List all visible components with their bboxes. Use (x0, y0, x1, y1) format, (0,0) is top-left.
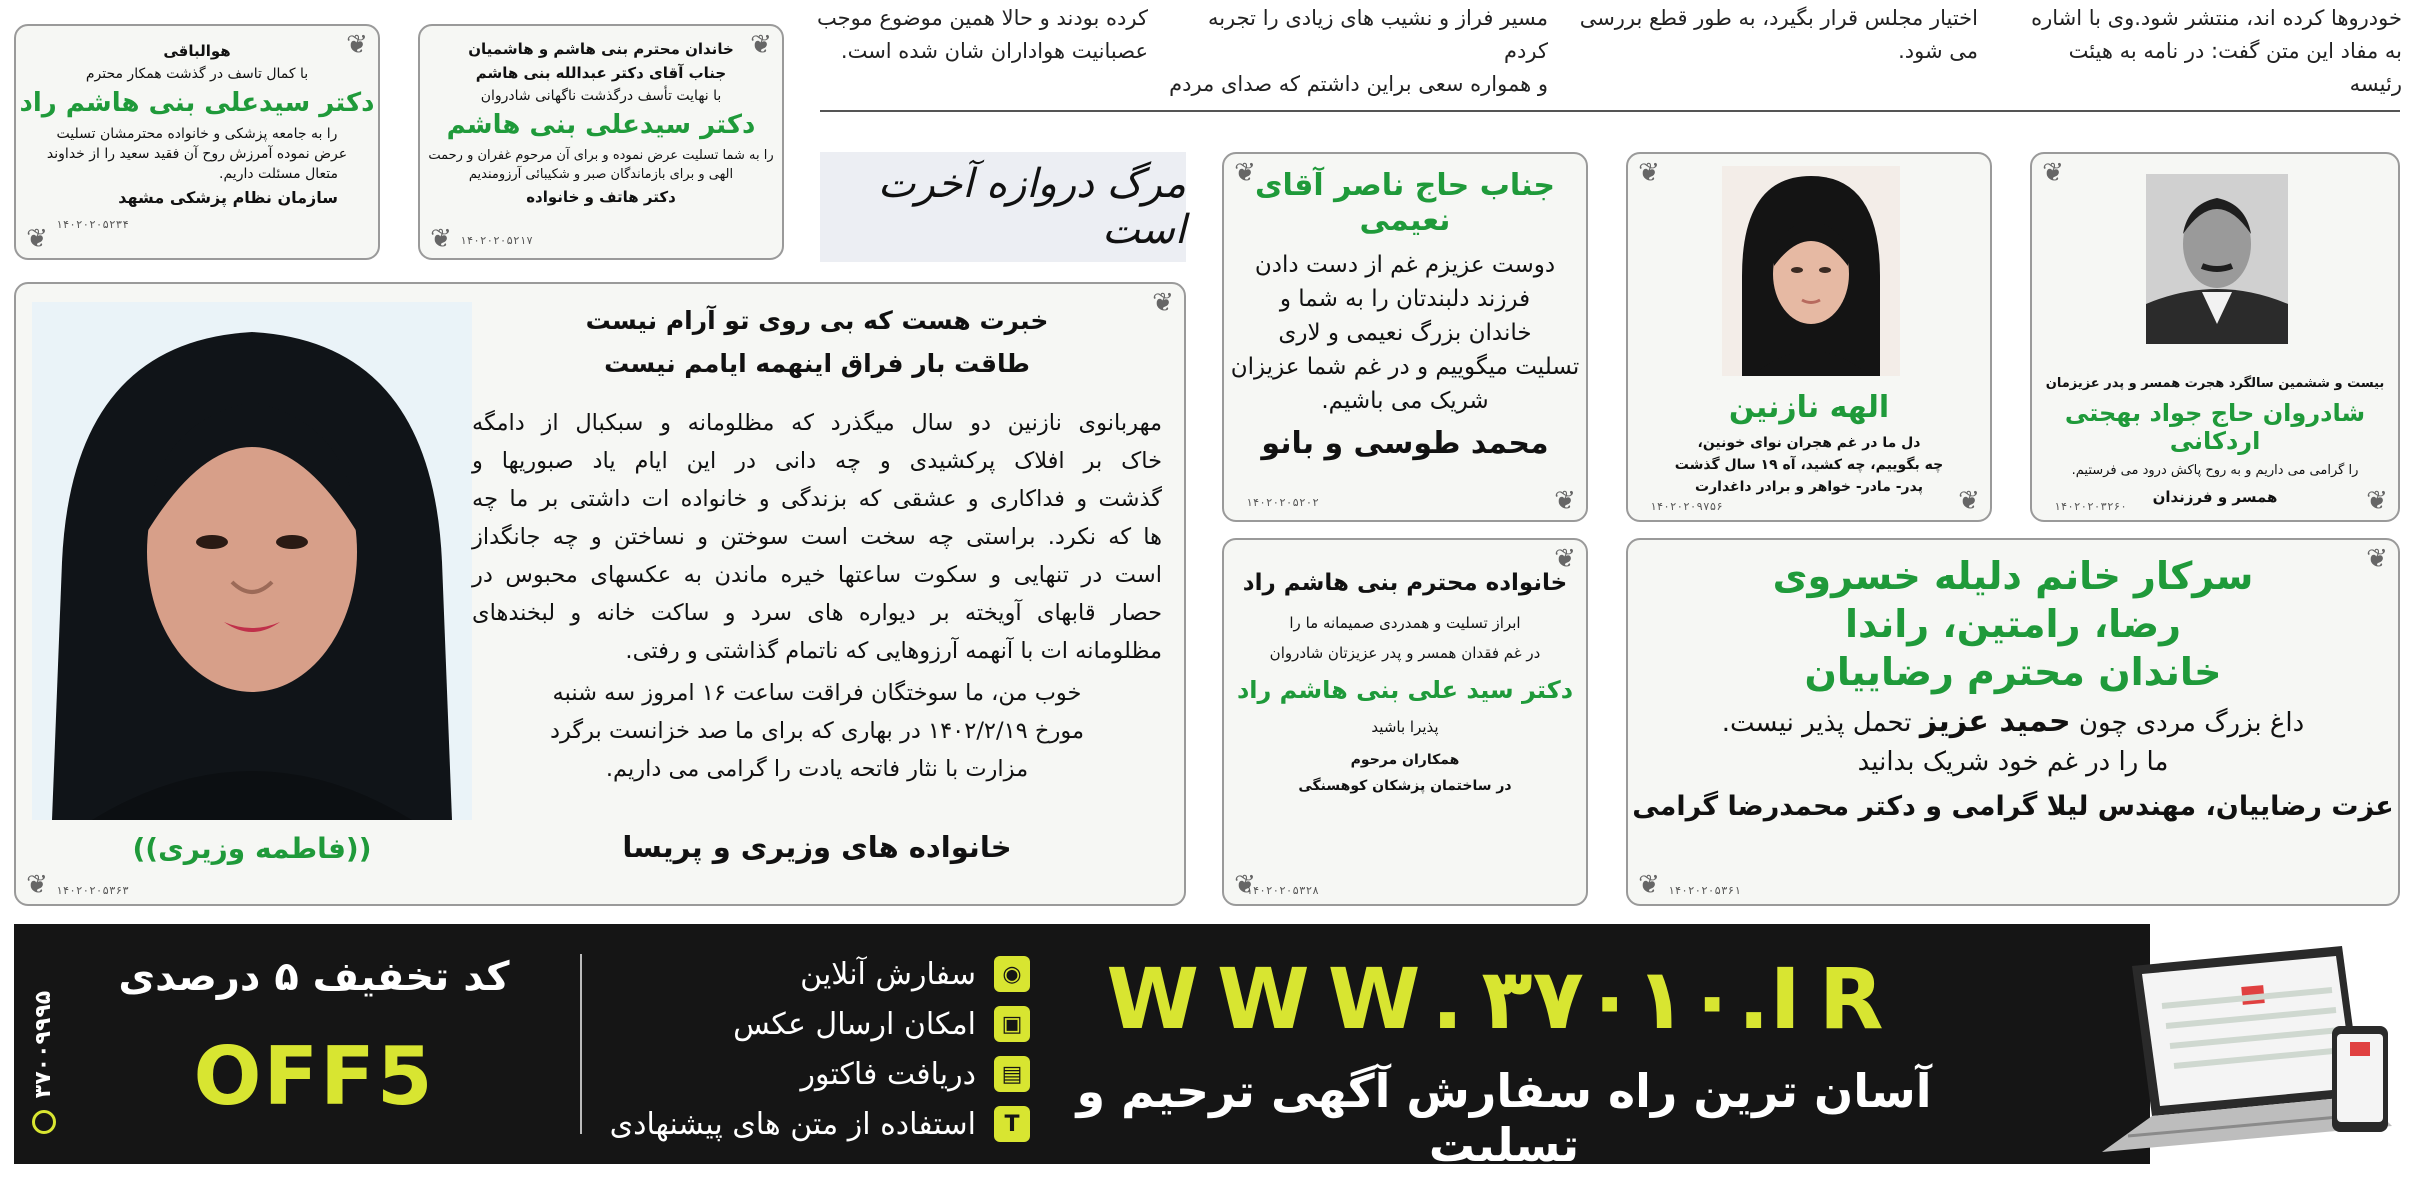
news-column-3 (1168, 2, 1548, 101)
notice-rezaeian (1626, 538, 2400, 906)
ad-code: ۱۴۰۲۰۲۰۳۲۶۰ (2054, 500, 2127, 513)
news-line: به مفاد این متن گفت: در نامه به هیئت رئیسه (2068, 39, 2402, 96)
notice-elahe (1626, 152, 1992, 522)
news-column-1 (2022, 2, 2402, 101)
notice-medical-council (14, 24, 380, 260)
notice-line: ابراز تسلیت و همدردی صمیمانه ما را (1289, 614, 1521, 632)
portrait-photo (1722, 166, 1900, 376)
headline: مرگ دروازه آخرت است (877, 161, 1186, 253)
ad-code: ۱۴۰۲۰۲۰۵۲۱۷ (460, 234, 533, 247)
column-divider (820, 110, 2400, 112)
notice-line: داغ بزرگ مردی چون (2078, 708, 2305, 738)
news-line: می شود. (1898, 39, 1978, 63)
corner-ornament-icon: ❦ (1638, 158, 1660, 188)
notice-line: مهربانوی نازنین دو سال میگذرد که مظلومانه و سبکبال از دامگه (472, 410, 1162, 436)
corner-ornament-icon: ❦ (2366, 486, 2388, 516)
notice-line: است در تنهایی و سکوت ساعتها خیره ماندن به عکسهای محبوس در (472, 562, 1162, 588)
deceased-name: دکتر سیدعلی بنی هاشم راد (19, 88, 375, 118)
notice-vaziri (14, 282, 1186, 906)
portrait-photo (2146, 174, 2288, 344)
deceased-name: دکتر سیدعلی بنی هاشم (446, 110, 756, 140)
ad-code: ۱۴۰۲۰۲۰۹۷۵۶ (1650, 500, 1723, 513)
notice-line: دل ما در غم هجران نوای خونین، (1697, 435, 1921, 451)
notice-line: عرض نموده آمرزش روح آن فقید سعید را از خداوند (46, 146, 348, 162)
poem-verse: طاقت بار فراق اینهمه ایامم نیست (604, 349, 1030, 378)
news-line: مسیر فراز و نشیب های زیادی را تجربه کردم (1207, 6, 1548, 63)
notice-bahjati (2030, 152, 2400, 522)
notice-title: سرکار خانم دلیله خسروی (1772, 554, 2254, 598)
notice-line: هوالباقی (163, 42, 231, 60)
feature-online-order (800, 952, 1030, 996)
notice-line: خوب من، ما سوختگان فراقت ساعت ۱۶ امروز سه شنبه (552, 680, 1082, 706)
website-url[interactable]: WWW.۳۷۰۱۰.IR (1106, 950, 1902, 1048)
notice-title: جناب حاج ناصر آقای نعیمی (1255, 168, 1555, 238)
notice-line: چه بگوییم، چه کشید، آه ۱۹ سال گذشت (1674, 457, 1944, 473)
notice-line: در غم فقدان همسر و پدر عزیزتان شادروان (1269, 644, 1541, 662)
camera-icon: ▣ (994, 1006, 1030, 1042)
notice-line: خاندان محترم بنی هاشم و هاشمیان (468, 40, 734, 58)
deceased-name: الهه نازنین (1728, 390, 1890, 425)
notice-line: حصار قابهای آویخته بر دیواره های سرد و ساکت خانه و لبخندهای (472, 600, 1162, 626)
notice-line: خاک بر افلاک پرکشیدی و چه دانی در این ایام یاد صبوریها و (472, 448, 1162, 474)
notice-title: خانواده محترم بنی هاشم راد (1242, 570, 1568, 596)
phone-number-text: ۳۷۰۰۹۹۹۵ (31, 990, 57, 1098)
notice-line: را گرامی می داریم و به روح پاکش درود می فرستیم. (2071, 463, 2359, 478)
notice-signature: سازمان نظام پزشکی مشهد (118, 188, 338, 207)
notice-line: بیست و ششمین سالگرد هجرت همسر و پدر عزیزمان (2045, 376, 2385, 391)
news-line: اختیار مجلس قرار بگیرد، به طور قطع بررسی (1579, 6, 1978, 30)
notice-line: را به شما تسلیت عرض نموده و برای آن مرحوم غفران و رحمت (428, 148, 774, 163)
notice-line: تسلیت میگوییم و در غم شما عزیزان (1230, 354, 1580, 380)
portrait-photo (32, 302, 472, 820)
notice-line: متعال مسئلت داریم. (219, 166, 338, 182)
feature-label: امکان ارسال عکس (733, 1006, 976, 1042)
notice-line: با نهایت تأسف درگذشت ناگهانی شادروان (480, 88, 722, 104)
poem-verse: خبرت هست که بی روی تو آرام نیست (585, 306, 1049, 335)
ad-code: ۱۴۰۲۰۲۰۵۲۳۴ (56, 218, 129, 231)
corner-ornament-icon: ❦ (1152, 288, 1174, 318)
notice-line: گذشت و فداکاری و عشقی که بزندگی و خانواده ات داشتی بر ما چه (472, 486, 1162, 512)
notice-line: شریک می باشیم. (1321, 388, 1489, 414)
notice-line: مزارت با نثار فاتحه یادت را گرامی می داریم. (605, 756, 1029, 782)
ad-code: ۱۴۰۲۰۲۰۵۳۲۸ (1246, 884, 1319, 897)
notice-line: ما را در غم خود شریک بدانید (1857, 747, 2169, 777)
notice-line: پدر- مادر- خواهر و برادر داغدارت (1695, 479, 1923, 495)
notice-line: را به جامعه پزشکی و خانواده محترمشان تسلیت (56, 126, 338, 142)
corner-ornament-icon: ❦ (26, 870, 48, 900)
notice-line: خاندان بزرگ نعیمی و لاری (1278, 320, 1532, 346)
notice-signature: عزت رضاییان، مهندس لیلا گرامی و دکتر محمدرضا گرامی (1632, 791, 2394, 822)
discount-label: کد تخفیف ۵ درصدی (118, 954, 510, 1000)
ad-code: ۱۴۰۲۰۲۰۵۲۰۲ (1246, 496, 1319, 509)
notice-line: دوست عزیزم غم از دست دادن (1254, 252, 1556, 278)
notice-title: رضا، رامتین، راندا (1845, 602, 2181, 646)
news-line: کرده بودند و حالا همین موضوع موجب (817, 6, 1148, 30)
corner-ornament-icon: ❦ (26, 224, 48, 254)
news-column-4 (798, 2, 1148, 68)
phone-icon (32, 1110, 56, 1134)
notice-line: مورخ ۱۴۰۲/۲/۱۹ در بهاری که برای ما صد خزانست برگرد (549, 718, 1084, 744)
notice-line: جناب آقای دکتر عبدالله بنی هاشم (475, 64, 727, 82)
corner-ornament-icon: ❦ (1554, 486, 1576, 516)
deceased-name: شادروان حاج جواد بهجتی اردکانی (2064, 399, 2366, 455)
feature-label: دریافت فاکتور (800, 1056, 976, 1092)
feature-send-photo (733, 1002, 1030, 1046)
notice-signature: خانواده های وزیری و پریسا (622, 830, 1012, 864)
notice-line: ها که نکرد. براستی چه سخت است سوختن و نساختن و چه جانگداز (472, 524, 1162, 550)
notice-line: در ساختمان پزشکان کوهسنگی (1298, 778, 1512, 794)
banner-divider (580, 954, 582, 1134)
notice-hatef (418, 24, 784, 260)
notice-line: الهی و برای بازماندگان صبر و شکیبائی آرزومندیم (468, 167, 734, 182)
corner-ornament-icon: ❦ (750, 30, 772, 60)
corner-ornament-icon: ❦ (430, 224, 452, 254)
notice-line: همکاران مرحوم (1350, 752, 1460, 768)
corner-ornament-icon: ❦ (2042, 158, 2064, 188)
discount-code: OFF5 (193, 1030, 435, 1123)
ad-banner (14, 924, 2150, 1172)
notice-line: مظلومانه ات با آنهمه آرزوهایی که ناتمام گذاشتی و رفتی. (625, 638, 1162, 664)
invoice-icon: ▤ (994, 1056, 1030, 1092)
feature-suggested-text (610, 1102, 1030, 1146)
deceased-name: دکتر سید علی بنی هاشم راد (1236, 676, 1574, 704)
corner-ornament-icon: ❦ (1234, 158, 1256, 188)
notice-line: تحمل پذیر نیست. (1721, 708, 1912, 738)
notice-title: خاندان محترم رضاییان (1804, 650, 2222, 694)
deceased-name: حمید عزیز (1919, 704, 2071, 739)
notice-signature: همسر و فرزندان (2152, 488, 2278, 506)
notice-signature: محمد طوسی و بانو (1261, 426, 1549, 461)
feature-label: استفاده از متن های پیشنهادی (609, 1106, 976, 1142)
notice-line: فرزند دلبندتان را به شما و (1279, 286, 1531, 312)
notice-signature: دکتر هاتف و خانواده (526, 188, 676, 206)
laptop-illustration (2092, 926, 2408, 1162)
text-icon: T (994, 1106, 1030, 1142)
notice-mountain-colleagues (1222, 538, 1588, 906)
corner-ornament-icon: ❦ (1554, 544, 1576, 574)
ad-code: ۱۴۰۲۰۲۰۵۳۶۱ (1668, 884, 1741, 897)
headline-box (820, 152, 1186, 262)
corner-ornament-icon: ❦ (2366, 544, 2388, 574)
news-line: و همواره سعی براین داشتم که صدای مردم (1169, 72, 1548, 96)
notice-line: با کمال تاسف در گذشت همکار محترم (85, 66, 309, 82)
news-line: خودروها کرده اند، منتشر شود.وی با اشاره (2031, 6, 2402, 30)
news-column-2 (1578, 2, 1978, 68)
feature-invoice (801, 1052, 1030, 1096)
notice-line: پذیرا باشید (1371, 718, 1439, 736)
ad-code: ۱۴۰۲۰۲۰۵۳۶۳ (56, 884, 129, 897)
wifi-icon: ◉ (994, 956, 1030, 992)
corner-ornament-icon: ❦ (1958, 486, 1980, 516)
corner-ornament-icon: ❦ (346, 30, 368, 60)
corner-ornament-icon: ❦ (1234, 870, 1256, 900)
feature-label: سفارش آنلاین (800, 956, 976, 992)
banner-tagline: آسان ترین راه سفارش آگهی ترحیم و تسلیت (1076, 1064, 1932, 1172)
news-line: عصبانیت هواداران شان شده است. (840, 39, 1148, 63)
deceased-name: ((فاطمه وزیری)) (132, 832, 372, 865)
notice-naeimi (1222, 152, 1588, 522)
corner-ornament-icon: ❦ (1638, 870, 1660, 900)
